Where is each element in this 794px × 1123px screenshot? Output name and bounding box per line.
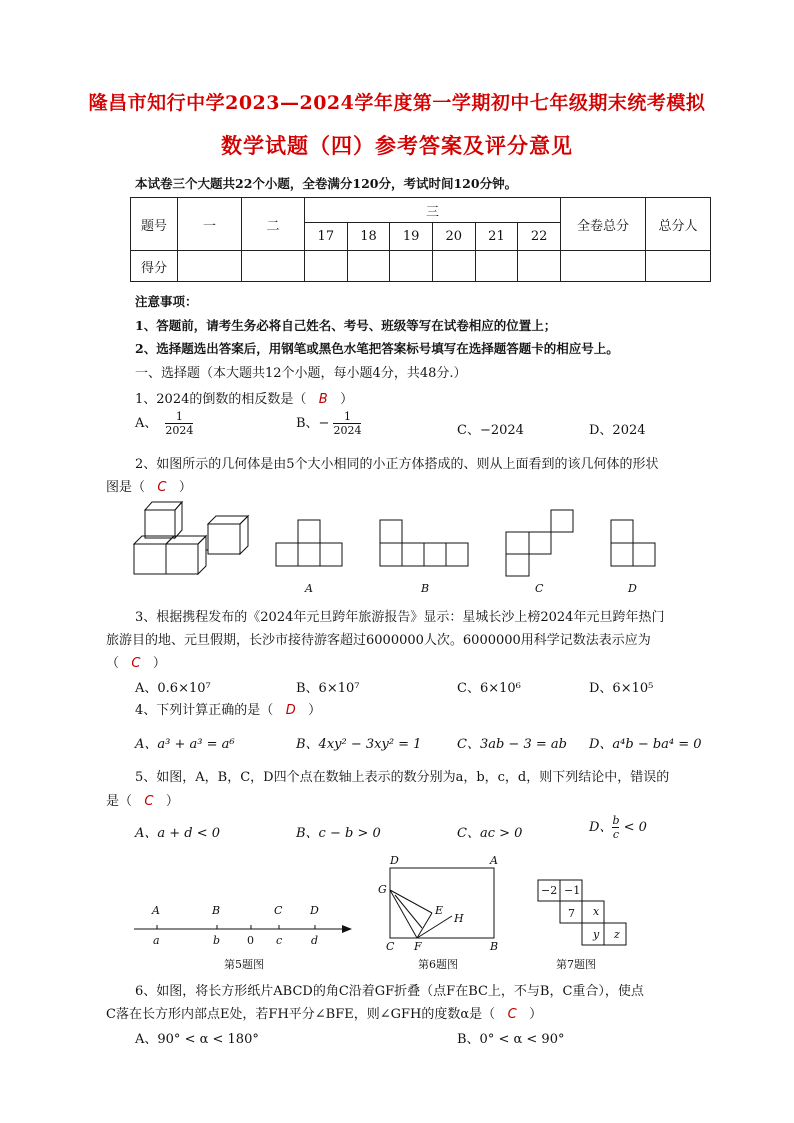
numberline-value-d: d (311, 934, 319, 947)
q4-option-d: D、a⁴b − ba⁴ = 0 (589, 737, 702, 752)
table-header-two: 二 (242, 198, 305, 251)
figure6-label-D: D (390, 854, 399, 867)
figure6-label-G: G (378, 883, 387, 896)
section1-heading: 一、选择题（本大题共12个小题，每小题4分，共48分.） (135, 366, 467, 381)
figure6-label-H: H (454, 912, 464, 925)
numberline-value-b: b (213, 934, 221, 947)
q2-answer: C (157, 480, 167, 495)
q3-answer: C (131, 656, 141, 671)
exam-intro: 本试卷三个大题共22个小题，全卷满分120分，考试时间120分钟。 (135, 176, 518, 191)
q5-option-c: C、ac > 0 (457, 826, 523, 841)
q2-option-c-figure (506, 510, 576, 580)
q4-option-c: C、3ab − 3 = ab (457, 737, 567, 752)
notes-heading: 注意事项： (135, 294, 198, 309)
numberline-value-c: c (276, 934, 283, 947)
grid-cell-value: −2 (541, 884, 558, 897)
q3-line2: 旅游目的地、元旦假期，长沙市接待游客超过6000000人次。6000000用科学记数法表示应为 (106, 633, 651, 648)
figure6-rectangle (390, 868, 500, 943)
score-cell (305, 251, 348, 282)
table-header-grader: 总分人 (646, 198, 711, 251)
figure7-caption: 第7题图 (556, 958, 596, 971)
q3-option-c: C、6×10⁶ (457, 681, 521, 696)
q1-option-b: B、− $\frac{1}{2024}$ (296, 410, 362, 437)
figure6-label-A: A (490, 854, 498, 867)
q1-option-a: A、 $\frac{1}{2024}$ (135, 410, 194, 437)
figure5-caption: 第5题图 (224, 958, 264, 971)
score-table (130, 197, 711, 282)
numberline-label-B: B (212, 904, 221, 917)
figure6-label-C: C (386, 940, 395, 953)
notes-item-1: 1、答题前，请考生务必将自己姓名、考号、班级等写在试卷相应的位置上； (135, 318, 557, 333)
grid-cell-value: −1 (564, 884, 581, 897)
score-cell (347, 251, 390, 282)
grid-cell-value: 7 (568, 907, 575, 920)
q5-answer: C (144, 794, 154, 809)
q2-stem-line2: 图是（ C ） (106, 480, 192, 495)
table-header-total: 全卷总分 (561, 198, 646, 251)
table-subheader: 20 (432, 223, 475, 251)
q2-label-b: B (421, 582, 430, 595)
q2-solid-figure (130, 498, 280, 578)
score-cell (178, 251, 242, 282)
grid-cell-value: y (593, 928, 600, 941)
q3-option-b: B、6×10⁷ (296, 681, 360, 696)
score-cell (390, 251, 433, 282)
table-subheader: 18 (347, 223, 390, 251)
document-title-line1: 隆昌市知行中学2023—2024学年度第一学期初中七年级期末统考模拟 (88, 92, 706, 114)
q4-stem: 4、下列计算正确的是（ D ） (135, 703, 322, 718)
score-cell (518, 251, 561, 282)
q2-label-a: A (305, 582, 313, 595)
q2-option-a-figure (274, 520, 324, 570)
q5-line1: 5、如图，A，B，C，D四个点在数轴上表示的数分别为a，b，c，d，则下列结论中，错误的 (135, 770, 670, 785)
numberline-label-A: A (152, 904, 160, 917)
figure6-caption: 第6题图 (418, 958, 458, 971)
table-subheader: 22 (518, 223, 561, 251)
q2-stem-line1: 2、如图所示的几何体是由5个大小相同的小正方体搭成的、则从上面看到的该几何体的形状 (135, 457, 659, 472)
q2-label-d: D (628, 582, 637, 595)
q4-option-b: B、4xy² − 3xy² = 1 (296, 737, 422, 752)
table-subheader: 17 (305, 223, 348, 251)
q3-answer-line: （ C ） (106, 656, 166, 671)
q2-option-b-figure (380, 520, 475, 570)
score-cell (646, 251, 711, 282)
q4-answer: D (285, 703, 296, 718)
q4-option-a: A、a³ + a³ = a⁶ (135, 737, 235, 752)
document-title-line2: 数学试题（四）参考答案及评分意见 (221, 133, 573, 158)
grid-cell-value: x (593, 905, 600, 918)
q1-option-c: C、−2024 (457, 423, 524, 438)
numberline-value-0: 0 (247, 934, 254, 947)
figure6-label-F: F (414, 940, 422, 953)
q3-option-d: D、6×10⁵ (589, 681, 654, 696)
score-cell (432, 251, 475, 282)
score-cell (561, 251, 646, 282)
q1-answer: B (318, 392, 328, 407)
q5-option-a: A、a + d < 0 (135, 826, 221, 841)
q5-option-b: B、c − b > 0 (296, 826, 381, 841)
q3-line1: 3、根据携程发布的《2024年元旦跨年旅游报告》显示：星城长沙上榜2024年元旦跨年热门 (135, 610, 665, 625)
table-subheader: 21 (475, 223, 518, 251)
q2-option-d-figure (611, 520, 661, 570)
q6-option-a: A、90° < α < 180° (135, 1032, 259, 1047)
table-subheader: 19 (390, 223, 433, 251)
q2-label-c: C (535, 582, 544, 595)
score-cell (475, 251, 518, 282)
figure6-label-E: E (435, 904, 444, 917)
score-cell (242, 251, 305, 282)
q5-line2: 是（ C ） (106, 794, 179, 809)
q3-option-a: A、0.6×10⁷ (135, 681, 211, 696)
q6-option-b: B、0° < α < 90° (457, 1032, 565, 1047)
table-header-qnum: 题号 (131, 198, 178, 251)
numberline-label-C: C (274, 904, 283, 917)
table-header-three: 三 (305, 198, 561, 223)
figure6-label-B: B (490, 940, 499, 953)
q6-answer: C (507, 1007, 517, 1022)
q6-line2: C落在长方形内部点E处，若FH平分∠BFE，则∠GFH的度数α是（ C ） (106, 1007, 543, 1022)
table-header-one: 一 (178, 198, 242, 251)
q5-option-d: D、 $\frac{b}{c}$ < 0 (589, 814, 647, 841)
numberline-label-D: D (310, 904, 319, 917)
figure5-number-line (134, 904, 354, 954)
grid-cell-value: z (614, 928, 620, 941)
notes-item-2: 2、选择题选出答案后，用钢笔或黑色水笔把答案标号填写在选择题答题卡的相应号上。 (135, 341, 619, 356)
q1-stem: 1、2024的倒数的相反数是（ B ） (135, 392, 354, 407)
numberline-value-a: a (153, 934, 160, 947)
q1-option-d: D、2024 (589, 423, 646, 438)
q6-line1: 6、如图，将长方形纸片ABCD的角C沿着GF折叠（点F在BC上，不与B，C重合），使点 (135, 984, 644, 999)
table-row-score-label: 得分 (131, 251, 178, 282)
